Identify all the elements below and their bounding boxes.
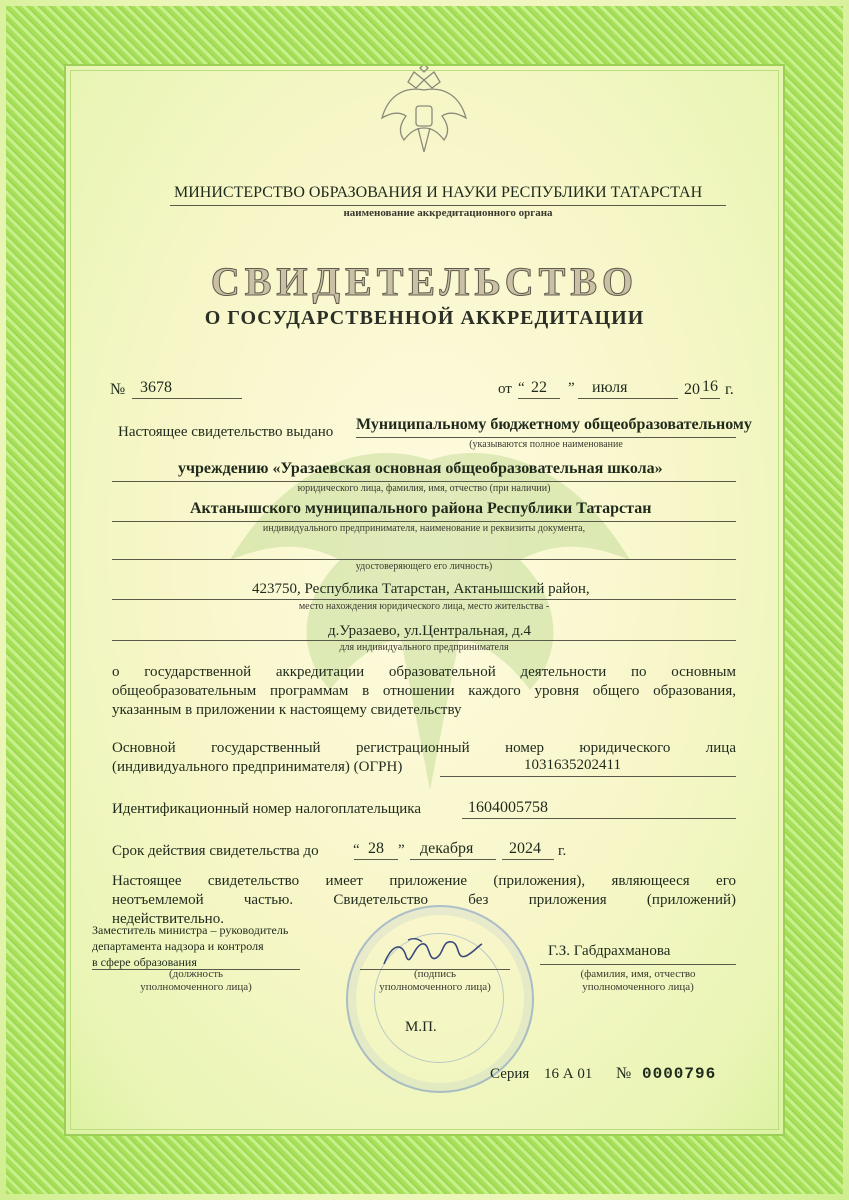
accreditation-authority-name: МИНИСТЕРСТВО ОБРАЗОВАНИЯ И НАУКИ РЕСПУБЛИКИ ТАТАРСТАН: [174, 184, 703, 201]
address-line2-underline: [112, 640, 736, 641]
date-from-label: от: [498, 381, 512, 397]
issue-month: июля: [592, 379, 628, 396]
validity-month: декабря: [420, 840, 474, 857]
validity-label: Срок действия свидетельства до: [112, 843, 319, 859]
ogrn-value: 1031635202411: [524, 757, 621, 773]
blank-line-underline: [112, 559, 736, 560]
position-caption1: (должность: [168, 968, 224, 980]
validity-month-underline: [410, 859, 496, 860]
position-caption2: уполномоченного лица): [140, 981, 252, 993]
org-caption1: (указываются полное наименование: [469, 439, 623, 450]
address-caption2: для индивидуального предпринимателя: [339, 642, 509, 653]
authority-caption: наименование аккредитационного органа: [343, 207, 553, 219]
coat-of-arms-emblem: [374, 66, 474, 158]
org-caption2: юридического лица, фамилия, имя, отчество (при наличии): [297, 483, 551, 494]
issue-year-underline: [700, 398, 720, 399]
authority-underline: [170, 205, 726, 206]
issue-year-suffix: 16: [702, 378, 718, 395]
series-number-label: №: [616, 1065, 632, 1082]
number-label: №: [110, 381, 126, 398]
date-quote-open: “: [518, 380, 525, 396]
org-line1-underline: [356, 437, 736, 438]
signatory-caption2: уполномоченного лица): [582, 981, 694, 993]
validity-day: 28: [368, 840, 384, 857]
number-underline: [132, 398, 242, 399]
appendix-line3: недействительно.: [112, 911, 224, 927]
validity-year-underline: [502, 859, 554, 860]
seal-place-label: М.П.: [405, 1019, 437, 1035]
inn-underline: [462, 818, 736, 819]
address-line1: 423750, Республика Татарстан, Актанышский район,: [252, 581, 590, 597]
organization-name-line1: Муниципальному бюджетному общеобразовательному: [356, 416, 752, 433]
appendix-line1: Настоящее свидетельство имеет приложение (приложения), являющееся его: [112, 873, 736, 889]
series-number: 0000796: [642, 1065, 717, 1083]
signature-caption1: (подпись: [413, 968, 456, 980]
issue-month-underline: [578, 398, 678, 399]
certificate-number: 3678: [140, 379, 172, 396]
org-caption4: удостоверяющего его личность): [355, 561, 493, 572]
position-line2: департамента надзора и контроля: [92, 939, 264, 953]
organization-name-line2: учреждению «Уразаевская основная общеобразовательная школа»: [178, 460, 663, 477]
validity-quote-open: “: [353, 842, 360, 858]
validity-year: 2024: [509, 840, 541, 857]
about-line1: о государственной аккредитации образовательной деятельности по основным: [112, 664, 736, 680]
address-caption1: место нахождения юридического лица, место жительства -: [298, 601, 550, 612]
issue-year-prefix: 20: [684, 381, 700, 398]
position-line1: Заместитель министра – руководитель: [92, 923, 289, 937]
ogrn-label-line2: (индивидуального предпринимателя) (ОГРН): [112, 759, 403, 775]
address-line2: д.Уразаево, ул.Центральная, д.4: [328, 623, 531, 639]
issued-to-label: Настоящее свидетельство выдано: [118, 424, 334, 440]
signatory-underline: [540, 964, 736, 965]
series-label: Серия: [490, 1066, 530, 1082]
date-quote-close: ”: [568, 380, 575, 396]
validity-quote-close: ”: [398, 842, 405, 858]
address-line1-underline: [112, 599, 736, 600]
about-line2: общеобразовательным программам в отношении каждого уровня общего образования,: [112, 683, 736, 699]
certificate-title: СВИДЕТЕЛЬСТВО: [210, 259, 639, 304]
certificate-subtitle: О ГОСУДАРСТВЕННОЙ АККРЕДИТАЦИИ: [204, 307, 645, 329]
ogrn-label-line1: Основной государственный регистрационный номер юридического лица: [112, 740, 736, 756]
ogrn-underline: [440, 776, 736, 777]
about-line3: указанным в приложении к настоящему свидетельству: [112, 702, 462, 718]
issue-year-g: г.: [725, 381, 734, 398]
validity-day-underline: [354, 859, 398, 860]
series-value: 16 А 01: [544, 1066, 593, 1082]
signature-caption2: уполномоченного лица): [379, 981, 491, 993]
inn-label: Идентификационный номер налогоплательщика: [112, 801, 422, 817]
appendix-line2: неотъемлемой частью. Свидетельство без приложения (приложений): [112, 892, 736, 908]
org-caption3: индивидуального предпринимателя, наименование и реквизиты документа,: [262, 523, 586, 534]
signatory-caption1: (фамилия, имя, отчество: [580, 968, 696, 980]
issue-day-underline: [518, 398, 560, 399]
inn-value: 1604005758: [468, 799, 548, 816]
issue-day: 22: [531, 379, 547, 396]
signatory-name: Г.З. Габдрахманова: [548, 943, 671, 959]
position-line3: в сфере образования: [92, 955, 197, 969]
organization-name-line3: Актанышского муниципального района Республики Татарстан: [190, 500, 652, 517]
org-line2-underline: [112, 481, 736, 482]
org-line3-underline: [112, 521, 736, 522]
validity-g: г.: [558, 843, 567, 859]
